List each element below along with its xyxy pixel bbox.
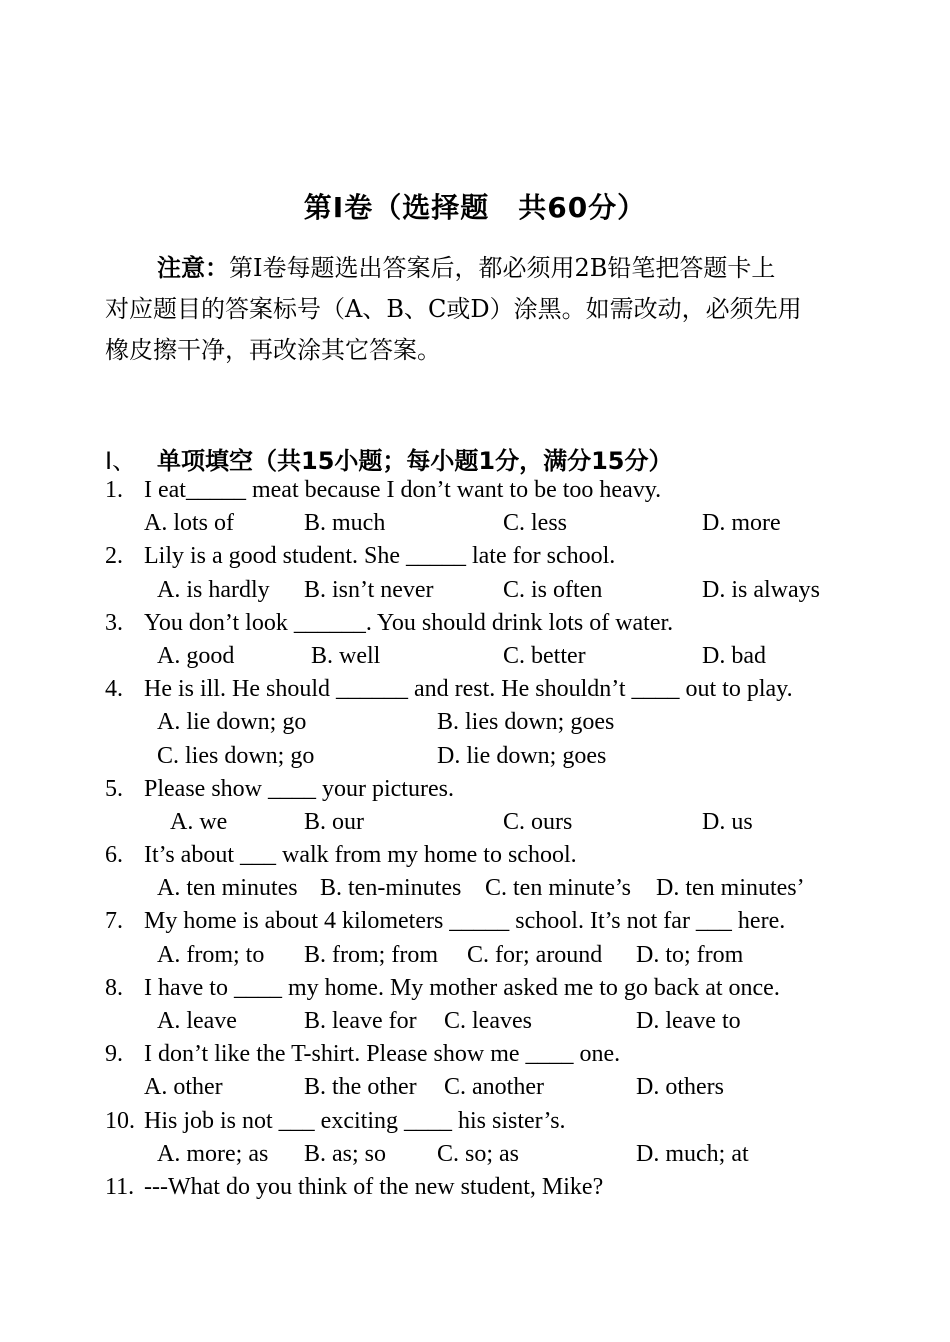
question-text: It’s about ___ walk from my home to school. (144, 842, 577, 869)
question-number: 1. (105, 477, 123, 503)
instructions-note (105, 248, 845, 371)
option-b: B. much (304, 510, 386, 537)
option-d: D. lie down; goes (437, 742, 607, 769)
question-list (0, 474, 950, 1204)
option-c: C. ten minute’s (485, 875, 631, 902)
question-7-options (0, 939, 950, 972)
option-d: D. ten minutes’ (656, 875, 805, 902)
option-c: C. another (444, 1074, 544, 1101)
question-text: Lily is a good student. She _____ late for school. (144, 543, 616, 570)
question-10-options (0, 1138, 950, 1171)
question-number: 11. (105, 1173, 135, 1200)
page-title: 第Ⅰ卷（选择题 共60分） (303, 191, 647, 224)
option-b: B. well (311, 642, 381, 669)
question-number: 8. (105, 974, 123, 1001)
option-a: A. lie down; go (157, 709, 307, 736)
question-9-options (0, 1071, 950, 1104)
question-text: ---What do you think of the new student, Mike? (144, 1173, 604, 1200)
question-3-stem (0, 607, 950, 640)
question-text: I don’t like the T-shirt. Please show me ____ one. (144, 1041, 621, 1068)
option-a: A. from; to (157, 941, 265, 968)
option-a: A. ten minutes (157, 875, 298, 902)
question-number: 5. (105, 775, 123, 802)
option-d: D. more (702, 510, 781, 537)
question-text: He is ill. He should ______ and rest. He shouldn’t ____ out to play. (144, 676, 793, 703)
question-number: 4. (105, 676, 123, 703)
question-number: 9. (105, 1041, 123, 1068)
question-text: Please show ____ your pictures. (144, 775, 454, 802)
question-text: I eat_____ meat because I don’t want to be too heavy. (144, 477, 662, 503)
question-2-options (0, 574, 950, 607)
question-number: 10. (105, 1107, 135, 1134)
option-b: B. ten-minutes (320, 875, 462, 902)
note-line-3: 橡皮擦干净，再改涂其它答案。 (105, 336, 441, 364)
question-4-stem (0, 673, 950, 706)
question-number: 7. (105, 908, 123, 935)
question-number: 3. (105, 609, 123, 636)
note-line-1: 第Ⅰ卷每题选出答案后，都必须用2B铅笔把答题卡上 (229, 254, 776, 282)
question-number: 6. (105, 842, 123, 869)
option-c: C. leaves (444, 1008, 532, 1034)
question-6-options (0, 872, 950, 905)
option-a: A. leave (157, 1008, 237, 1034)
option-a: A. more; as (157, 1140, 269, 1167)
question-1-options (0, 507, 950, 540)
option-d: D. is always (702, 576, 820, 603)
section-number: Ⅰ、 (105, 447, 137, 475)
option-c: C. lies down; go (157, 742, 315, 769)
section-heading (105, 441, 673, 476)
option-d: D. us (702, 808, 753, 835)
question-8-options (0, 1005, 950, 1038)
option-b: B. leave for (304, 1008, 417, 1034)
question-7-stem (0, 905, 950, 938)
option-b: B. from; from (304, 941, 438, 968)
question-1-stem (0, 474, 950, 507)
note-label: 注意： (157, 254, 229, 282)
option-b: B. as; so (304, 1140, 387, 1167)
section-title: 单项填空（共15小题；每小题1分，满分15分） (157, 447, 673, 475)
option-b: B. lies down; goes (437, 709, 615, 736)
option-c: C. is often (503, 576, 603, 603)
option-d: D. leave to (636, 1008, 741, 1034)
question-2-stem (0, 540, 950, 573)
option-c: C. better (503, 642, 586, 669)
option-b: B. isn’t never (304, 576, 434, 603)
question-text: You don’t look ______. You should drink lots of water. (144, 609, 674, 636)
question-8-stem (0, 972, 950, 1005)
option-b: B. our (304, 808, 364, 835)
option-c: C. ours (503, 808, 573, 835)
question-5-stem (0, 773, 950, 806)
option-c: C. so; as (437, 1140, 520, 1167)
question-11-stem (0, 1171, 950, 1204)
option-a: A. other (144, 1074, 223, 1101)
question-number: 2. (105, 543, 123, 570)
option-d: D. much; at (636, 1140, 749, 1167)
option-a: A. good (157, 642, 235, 669)
option-b: B. the other (304, 1074, 417, 1101)
question-6-stem (0, 839, 950, 872)
note-line-2: 对应题目的答案标号（A、B、C或D）涂黑。如需改动，必须先用 (105, 295, 802, 323)
option-a: A. we (170, 808, 228, 835)
option-d: D. to; from (636, 941, 744, 968)
option-c: C. less (503, 510, 568, 537)
question-text: His job is not ___ exciting ____ his sister’s. (144, 1107, 566, 1134)
option-c: C. for; around (467, 941, 603, 968)
question-5-options (0, 806, 950, 839)
question-text: I have to ____ my home. My mother asked me to go back at once. (144, 974, 780, 1001)
question-9-stem (0, 1038, 950, 1071)
question-3-options (0, 640, 950, 673)
option-a: A. lots of (144, 510, 234, 537)
option-d: D. bad (702, 642, 766, 669)
question-4-options-row-1 (0, 706, 950, 739)
question-4-options-row-2 (0, 740, 950, 773)
question-10-stem (0, 1105, 950, 1138)
option-a: A. is hardly (157, 576, 270, 603)
option-d: D. others (636, 1074, 724, 1101)
question-text: My home is about 4 kilometers _____ school. It’s not far ___ here. (144, 908, 786, 935)
